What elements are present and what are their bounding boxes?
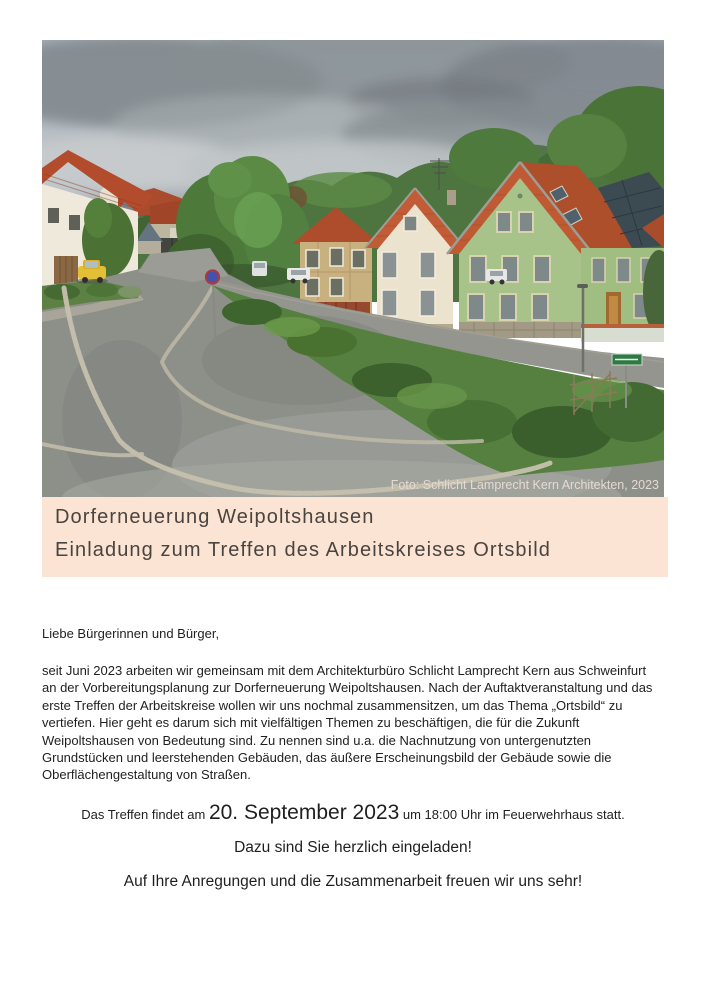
meeting-suffix: um 18:00 Uhr im Feuerwehrhaus statt. xyxy=(399,807,625,822)
side-wing xyxy=(581,248,664,342)
photo xyxy=(42,40,664,497)
banner-title-line1: Dorferneuerung Weipoltshausen xyxy=(55,506,375,528)
closing-line: Auf Ihre Anregungen und die Zusammenarbeit freuen wir uns sehr! xyxy=(123,873,583,890)
photo-credit: Foto: Schlicht Lamprecht Kern Architekten, 2023 xyxy=(390,478,659,492)
meeting-date: 20. September 2023 xyxy=(208,801,400,824)
main-paragraph: seit Juni 2023 arbeiten wir gemeinsam mit dem Architekturbüro Schlicht Lamprecht Kern aus Schweinfurt an der Vorbereitungsplanung zur Dorferneuerung Weipoltshausen. Nach der Auftaktveranstaltung und das erste Treffen der Arbeitskreise wollen wir uns nochmal zusammensitzen, um das Thema „Ortsbild“ zu vertiefen. Hier geht es darum sich mit vielfältigen Themen zu beschäftigen, die für die Zukunft Weipoltshausen von Bedeutung sind. Zu nennen sind u.a. die Nachnutzung von untergenutzten Grundstücken und leerstehenden Gebäuden, das äußere Erscheinungsbild der Gebäude sowie die Oberflächengestaltung von Straßen. xyxy=(42,663,653,783)
title-banner xyxy=(42,497,668,577)
village-street-photo xyxy=(42,40,664,497)
meeting-prefix: Das Treffen findet am xyxy=(81,807,209,822)
banner-title-line2: Einladung zum Treffen des Arbeitskreises Ortsbild xyxy=(55,539,551,561)
white-van xyxy=(252,261,267,276)
meeting-line xyxy=(42,800,664,828)
invitation-line: Dazu sind Sie herzlich eingeladen! xyxy=(234,839,472,856)
greeting: Liebe Bürgerinnen und Bürger, xyxy=(42,626,220,641)
